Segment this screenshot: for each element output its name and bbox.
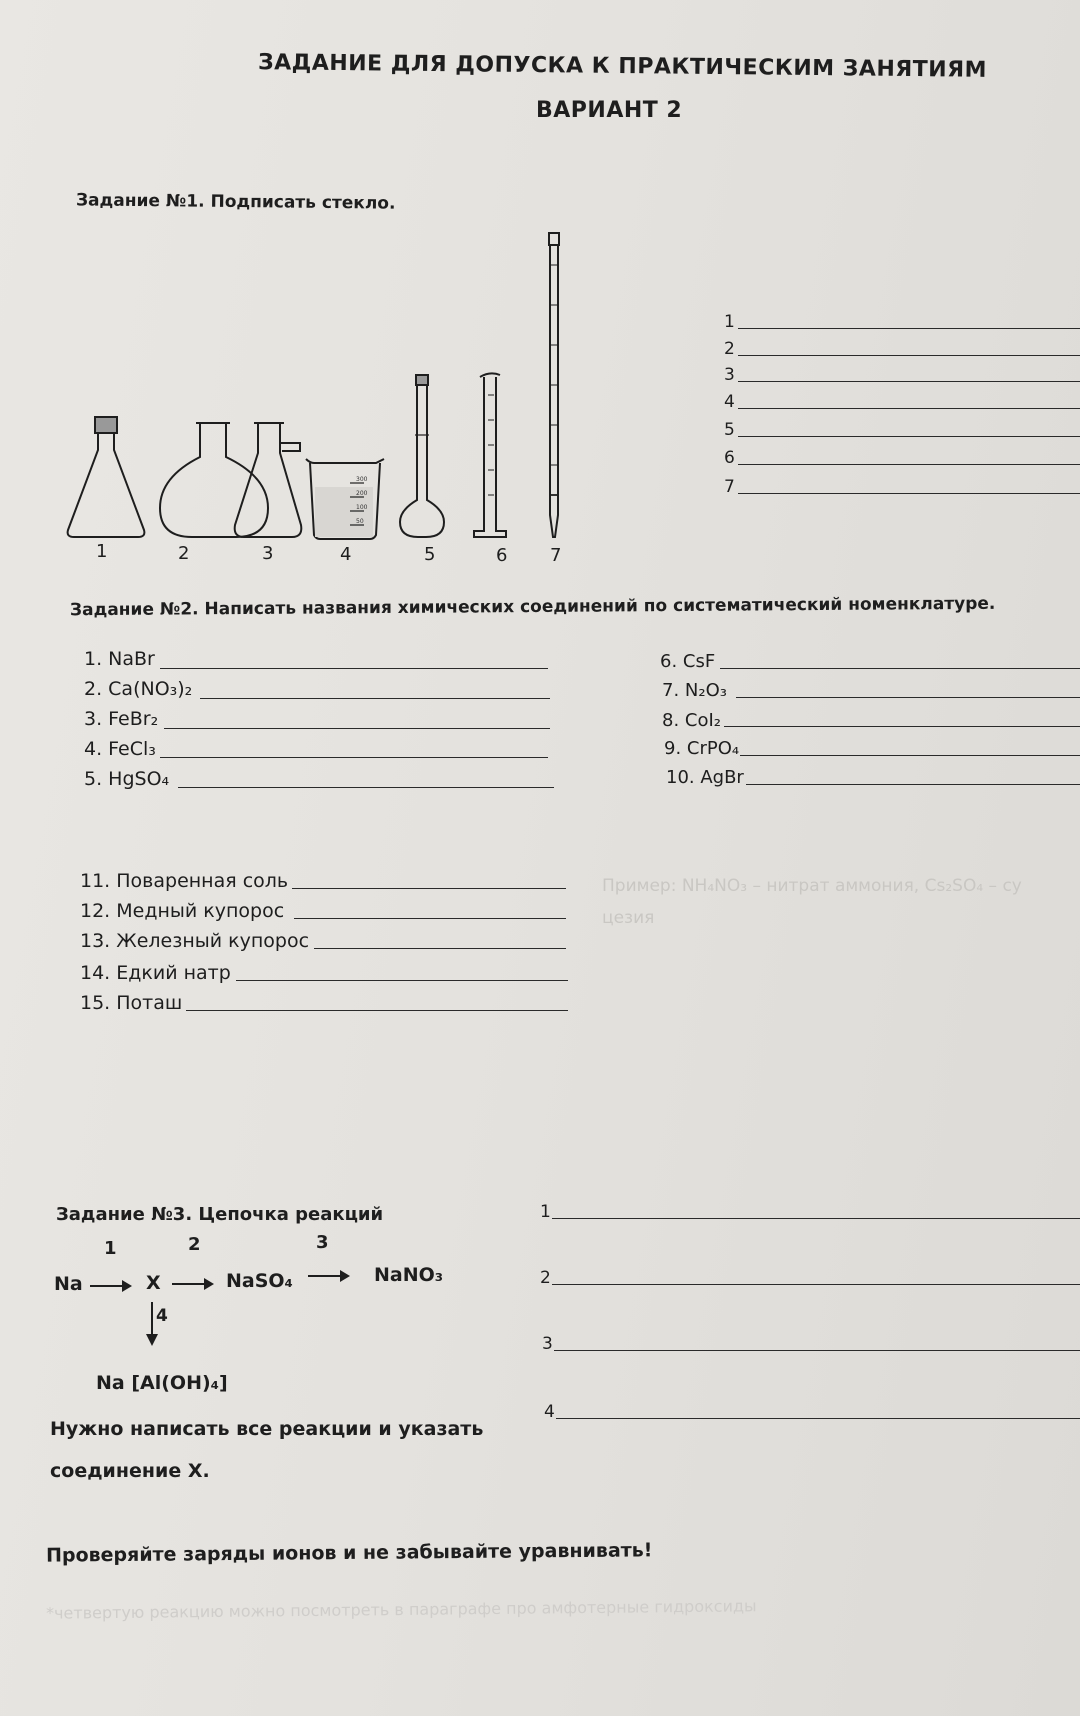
glass-number: 5 [424,544,436,565]
chain-x: X [146,1272,161,1294]
answer-line[interactable] [186,1010,568,1011]
task3-instruction-continued: соединение X. [50,1460,210,1482]
task1-heading: Задание №1. Подписать стекло. [75,190,396,214]
beaker-mark: 100 [356,504,368,511]
compound-item: 9. CrPO₄ [664,738,740,759]
footnote-hint: *четвертую реакцию можно посмотреть в параграфе про амфотерные гидроксиды [45,1596,757,1623]
compound-item: 10. AgBr [666,767,744,788]
answer-line[interactable] [552,1284,1080,1285]
answer-line-label: 4 [544,1402,555,1422]
beaker-icon [306,459,384,539]
arrow-right-icon [88,1276,134,1296]
answer-line-label: 7 [724,477,735,497]
bunsen-flask-icon [235,423,302,537]
answer-line[interactable] [160,757,548,758]
example-hint: Пример: NH₄NO₃ – нитрат аммония, Cs₂SO₄ – су [602,876,1022,896]
compound-item: 3. FeBr₂ [84,708,159,730]
trivial-name-item: 15. Поташ [80,992,183,1014]
answer-line-label: 4 [724,392,735,412]
answer-line[interactable] [738,493,1080,494]
answer-line-label: 2 [540,1268,551,1288]
beaker-mark: 200 [356,490,368,497]
arrow-right-icon [306,1266,352,1286]
beaker-mark: 50 [356,518,364,525]
glass-number: 4 [340,544,352,565]
answer-line[interactable] [292,888,566,889]
answer-line[interactable] [554,1350,1080,1351]
example-hint-continued: цезия [602,908,655,928]
answer-line-label: 3 [542,1334,553,1354]
compound-item: 4. FeCl₃ [84,738,156,760]
compound-item: 2. Ca(NO₃)₂ [84,678,193,700]
answer-line[interactable] [738,408,1080,409]
chain-na: Na [54,1273,83,1295]
answer-line[interactable] [294,918,566,919]
compound-item: 8. CoI₂ [662,710,722,731]
glass-number: 1 [96,541,108,562]
chain-naso4: NaSO₄ [226,1270,293,1292]
compound-item: 5. HgSO₄ [84,768,170,790]
chain-complex: Na [Al(OH)₄] [96,1372,228,1394]
answer-line[interactable] [746,784,1080,785]
round-bottom-flask-icon [160,423,268,537]
pipette-icon [549,233,559,537]
step-number: 2 [188,1234,201,1255]
answer-line[interactable] [738,328,1080,329]
graduated-cylinder-icon [474,373,506,537]
answer-line[interactable] [556,1418,1080,1419]
answer-line[interactable] [738,381,1080,382]
glass-number: 3 [262,543,274,564]
answer-line[interactable] [738,436,1080,437]
answer-line[interactable] [738,464,1080,465]
answer-line-label: 1 [540,1202,551,1222]
glassware-illustration [60,225,580,545]
answer-line[interactable] [738,355,1080,356]
step-number: 3 [316,1232,329,1253]
trivial-name-item: 14. Едкий натр [80,962,231,984]
answer-line-label: 2 [724,339,735,359]
glass-number: 6 [496,545,508,566]
answer-line[interactable] [724,726,1080,727]
compound-item: 6. CsF [660,651,716,672]
compound-item: 7. N₂O₃ [662,680,727,701]
answer-line-label: 3 [724,365,735,385]
task3-heading: Задание №3. Цепочка реакций [56,1204,384,1225]
volumetric-flask-icon [400,375,444,537]
glass-number: 2 [178,543,190,564]
chain-nano3: NaNO₃ [374,1264,444,1286]
answer-line[interactable] [720,668,1080,669]
trivial-name-item: 13. Железный купорос [80,930,310,952]
arrow-right-icon [170,1274,216,1294]
trivial-name-item: 12. Медный купорос [80,900,285,922]
answer-line-label: 1 [724,312,735,332]
answer-line[interactable] [736,697,1080,698]
page-title: ЗАДАНИЕ ДЛЯ ДОПУСКА К ПРАКТИЧЕСКИМ ЗАНЯТИЯМ [257,50,988,83]
answer-line[interactable] [164,728,550,729]
answer-line[interactable] [552,1218,1080,1219]
glass-number: 7 [550,545,562,566]
answer-line[interactable] [740,755,1080,756]
task2-heading: Задание №2. Написать названия химических соединений по систематический номенклатуре. [69,593,996,621]
beaker-mark: 300 [356,476,368,483]
answer-line[interactable] [314,948,566,949]
task3-instruction: Нужно написать все реакции и указать [50,1418,484,1440]
answer-line[interactable] [200,698,550,699]
erlenmeyer-flask-icon [68,417,145,537]
compound-item: 1. NaBr [84,648,155,670]
trivial-name-item: 11. Поваренная соль [80,870,289,892]
answer-line-label: 6 [724,448,735,468]
answer-line-label: 5 [724,420,735,440]
answer-line[interactable] [236,980,568,981]
warning-note: Проверяйте заряды ионов и не забывайте уравнивать! [45,1539,653,1567]
variant-title: ВАРИАНТ 2 [536,98,683,123]
answer-line[interactable] [178,787,554,788]
step-number: 4 [156,1306,168,1326]
step-number: 1 [104,1238,117,1259]
answer-line[interactable] [160,668,548,669]
